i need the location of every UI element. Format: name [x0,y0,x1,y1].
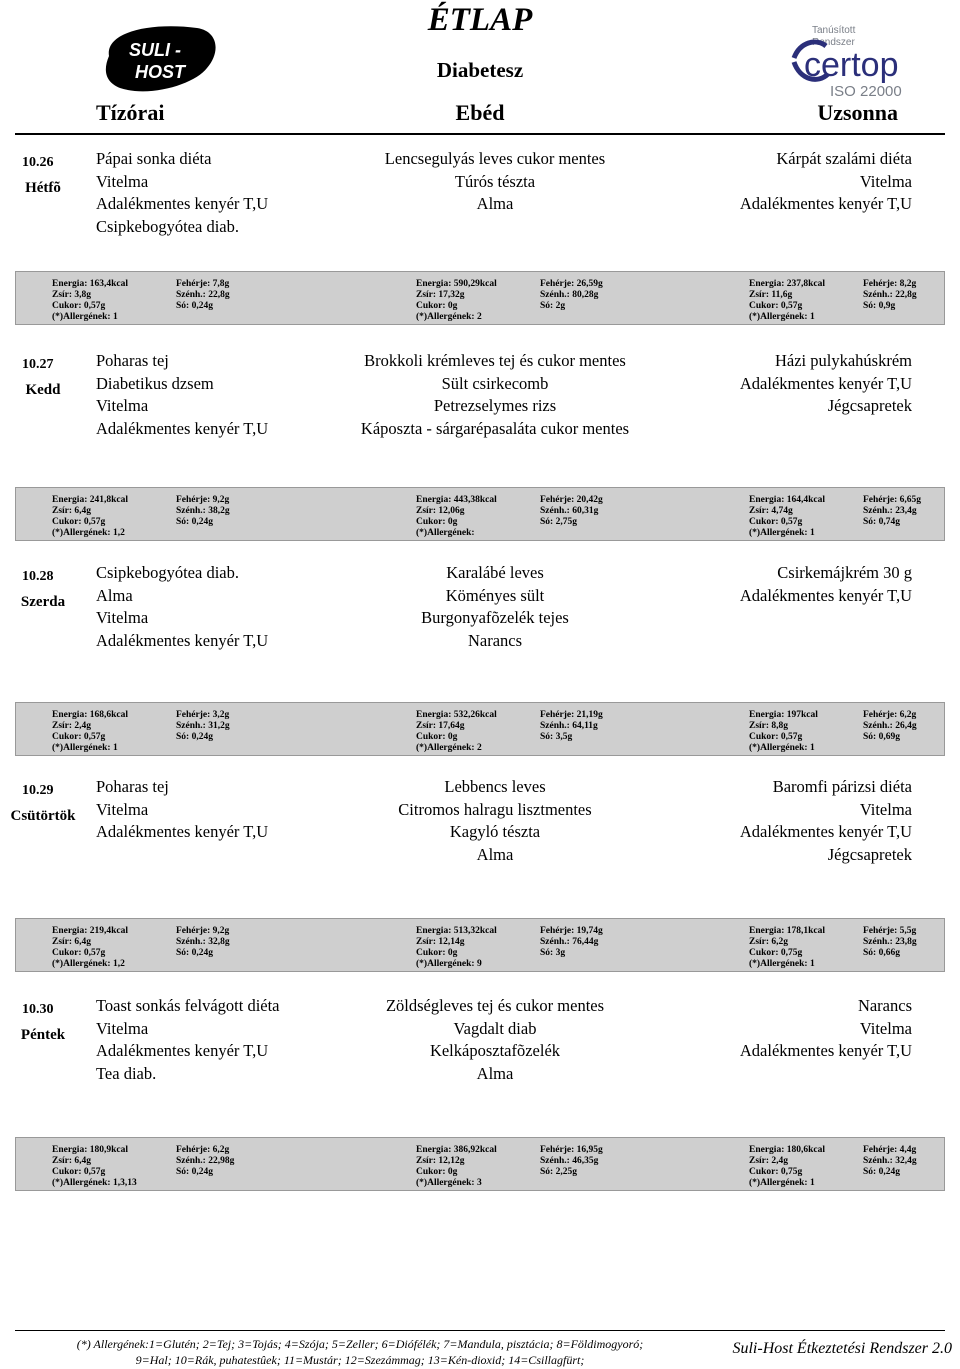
nutrition-values [52,495,128,539]
nutrition-value: Fehérje: 9,2g [176,926,230,936]
menu-item: Alma [96,585,133,605]
menu-item: Káposzta - sárgarépasaláta cukor mentes [360,418,630,438]
day-name: Csütörtök [10,808,76,824]
menu-item: Adalékmentes kenyér T,U [96,630,269,650]
nutrition-value: (*)Allergének: 1 [749,743,815,753]
nutrition-value: Szénh.: 64,11g [540,721,598,731]
nutrition-values [416,279,497,323]
menu-item: Jégcsapretek [827,844,912,864]
nutrition-values [749,495,825,539]
nutrition-value: (*)Allergének: [416,528,475,538]
nutrition-values [416,710,497,754]
nutrition-value: Só: 0,9g [863,301,896,311]
day-date: 10.29 [22,783,54,798]
nutrition-value: Cukor: 0,75g [749,948,803,958]
nutrition-band [15,487,945,541]
nutrition-value: (*)Allergének: 3 [416,1178,482,1188]
menu-item: Diabetikus dzsem [96,373,214,393]
nutrition-values [540,1145,603,1178]
day-date: 10.30 [22,1002,54,1017]
menu-item: Vitelma [96,1018,149,1038]
menu-column-uzsonna [740,562,912,607]
nutrition-value: Szénh.: 76,44g [540,937,599,947]
menu-item: Vitelma [859,799,912,819]
nutrition-value: Só: 0,66g [863,948,900,958]
nutrition-value: Fehérje: 3,2g [176,710,230,720]
nutrition-value: Fehérje: 4,4g [863,1145,917,1155]
nutrition-value: Fehérje: 6,65g [863,495,922,505]
menu-item: Poharas tej [96,777,169,796]
nutrition-value: Zsír: 12,14g [416,937,465,947]
day-name: Péntek [20,1027,66,1043]
nutrition-value: Energia: 180,9kcal [52,1145,128,1155]
nutrition-value: (*)Allergének: 1 [749,959,815,969]
menu-item: Adalékmentes kenyér T,U [96,1041,269,1060]
menu-column-uzsonna [740,776,912,866]
menu-item: Alma [476,194,514,213]
menu-item: Narancs [857,996,912,1015]
menu-item: Lebbencs leves [444,777,546,796]
allergen-legend-line1: (*) Allergének:1=Glutén; 2=Tej; 3=Tojás; 4=Szója; 5=Zeller; 6=Diófélék; 7=Mandula, pisztácia; 8=Földimogyoró; [76,1337,644,1351]
nutrition-value: Cukor: 0,75g [749,1167,803,1177]
menu-column-tizorai [96,148,268,238]
nutrition-value: (*)Allergének: 1 [52,743,118,753]
footer-divider [15,1330,945,1331]
menu-column-uzsonna [740,350,912,418]
nutrition-value: Fehérje: 26,59g [540,279,603,289]
nutrition-value: Só: 3g [540,948,566,958]
nutrition-value: (*)Allergének: 1 [52,312,118,322]
nutrition-value: Cukor: 0,57g [749,301,803,311]
nutrition-value: Cukor: 0g [416,301,458,311]
menu-item: Csirkemájkrém 30 g [777,563,912,582]
logo-line1: SULI - [129,40,181,60]
nutrition-values [540,495,603,528]
menu-item: Túrós tészta [454,171,536,191]
nutrition-value: (*)Allergének: 2 [416,743,482,753]
header-divider [15,133,945,135]
nutrition-band [15,702,945,756]
nutrition-value: Fehérje: 21,19g [540,710,603,720]
nutrition-value: Só: 0,24g [176,948,213,958]
nutrition-values [52,710,128,754]
nutrition-value: Cukor: 0g [416,732,458,742]
nutrition-value: Só: 2,25g [540,1167,577,1177]
menu-item: Adalékmentes kenyér T,U [96,822,269,841]
nutrition-band [15,1137,945,1191]
menu-item: Zöldségleves tej és cukor mentes [385,996,605,1015]
allergen-legend [25,1336,695,1368]
day-name: Hétfõ [25,180,61,196]
nutrition-value: Energia: 219,4kcal [52,926,128,936]
nutrition-value: (*)Allergének: 2 [416,312,482,322]
nutrition-value: Fehérje: 5,5g [863,926,917,936]
nutrition-value: Zsír: 6,4g [52,506,92,516]
nutrition-value: Szénh.: 22,8g [176,290,230,300]
nutrition-value: Energia: 532,26kcal [416,710,497,720]
nutrition-value: Szénh.: 38,2g [176,506,230,516]
day-date: 10.26 [22,155,54,170]
menu-column-tizorai [96,350,268,440]
nutrition-value: Só: 0,24g [176,517,213,527]
nutrition-value: Fehérje: 8,2g [863,279,917,289]
menu-item: Kárpát szalámi diéta [776,149,912,168]
nutrition-value: Szénh.: 22,8g [863,290,917,300]
nutrition-value: Szénh.: 46,35g [540,1156,599,1166]
menu-item: Karalábé leves [446,563,544,582]
nutrition-values [749,926,825,970]
menu-column-uzsonna [740,148,912,216]
menu-item: Alma [476,844,514,864]
nutrition-values [176,495,230,528]
menu-column-tizorai [96,776,268,844]
menu-item: Jégcsapretek [827,396,912,415]
nutrition-value: Energia: 590,29kcal [416,279,497,289]
nutrition-value: Só: 0,74g [863,517,900,527]
nutrition-value: Só: 0,24g [176,732,213,742]
nutrition-values [416,1145,497,1189]
nutrition-value: Cukor: 0,57g [749,732,803,742]
menu-item: Pápai sonka diéta [96,149,212,168]
nutrition-values [416,495,497,539]
nutrition-value: Energia: 164,4kcal [749,495,825,505]
cert-brand: certop [804,46,899,84]
nutrition-value: (*)Allergének: 1 [749,528,815,538]
menu-item: Adalékmentes kenyér T,U [739,373,912,393]
nutrition-value: Fehérje: 20,42g [540,495,603,505]
nutrition-value: Energia: 237,8kcal [749,279,825,289]
nutrition-value: Fehérje: 6,2g [863,710,917,720]
nutrition-band [15,918,945,972]
nutrition-values [749,1145,825,1189]
nutrition-value: Zsír: 12,12g [416,1156,465,1166]
menu-column-ebed [330,350,660,440]
nutrition-value: Szénh.: 31,2g [176,721,230,731]
nutrition-value: Zsír: 17,32g [416,290,465,300]
menu-item: Csipkebogyótea diab. [96,563,239,582]
nutrition-value: Energia: 513,32kcal [416,926,497,936]
menu-column-uzsonna [740,995,912,1063]
nutrition-values [863,1145,917,1178]
nutrition-value: Szénh.: 23,8g [863,937,917,947]
nutrition-value: Szénh.: 60,31g [540,506,599,516]
nutrition-value: (*)Allergének: 1,2 [52,528,125,538]
nutrition-value: (*)Allergének: 9 [416,959,482,969]
menu-item: Poharas tej [96,351,169,370]
nutrition-values [176,710,230,743]
menu-item: Narancs [467,630,523,650]
nutrition-values [52,926,128,970]
menu-item: Brokkoli krémleves tej és cukor mentes [364,351,626,370]
menu-item: Adalékmentes kenyér T,U [739,1041,912,1060]
nutrition-value: Energia: 241,8kcal [52,495,128,505]
menu-item: Kelkáposztafõzelék [429,1041,561,1060]
menu-column-tizorai [96,562,268,652]
menu-item: Adalékmentes kenyér T,U [739,822,912,841]
cert-line2: Rendszer [812,37,855,48]
cert-iso: ISO 22000 [830,83,902,100]
nutrition-value: Só: 0,24g [176,1167,213,1177]
nutrition-values [540,710,603,743]
nutrition-value: Cukor: 0,57g [749,517,803,527]
menu-item: Vitelma [96,396,149,415]
menu-item: Alma [476,1063,514,1083]
cert-line1: Tanúsított [812,25,856,36]
nutrition-value: Energia: 443,38kcal [416,495,497,505]
nutrition-value: Cukor: 0g [416,948,458,958]
nutrition-value: Fehérje: 16,95g [540,1145,603,1155]
system-name: Suli-Host Étkeztetési Rendszer 2.0 [732,1340,952,1357]
menu-item: Vagdalt diab [453,1018,537,1038]
menu-item: Vitelma [859,1018,912,1038]
nutrition-value: Zsír: 11,6g [749,290,793,300]
menu-column-ebed [330,776,660,866]
nutrition-value: Szénh.: 80,28g [540,290,599,300]
menu-item: Adalékmentes kenyér T,U [739,585,912,605]
menu-item: Házi pulykahúskrém [774,351,912,370]
nutrition-values [863,710,917,743]
nutrition-value: Szénh.: 23,4g [863,506,917,516]
page-title: ÉTLAP [427,2,533,38]
nutrition-value: Zsír: 17,64g [416,721,465,731]
allergen-legend-line2: 9=Hal; 10=Rák, puhatestûek; 11=Mustár; 12=Szezámmag; 13=Kén-dioxid; 14=Csillagfürt; [135,1353,585,1367]
nutrition-values [540,926,603,959]
column-header-uzsonna: Uzsonna [817,100,898,125]
day-date: 10.28 [22,569,54,584]
menu-column-ebed [330,562,660,652]
menu-item: Vitelma [96,171,149,191]
nutrition-values [416,926,497,970]
menu-item: Lencsegulyás leves cukor mentes [384,149,606,168]
nutrition-value: Zsír: 6,4g [52,937,92,947]
menu-column-tizorai [96,995,280,1085]
nutrition-value: Energia: 178,1kcal [749,926,825,936]
menu-column-ebed [330,148,660,216]
nutrition-value: (*)Allergének: 1,3,13 [52,1178,137,1188]
nutrition-value: Cukor: 0,57g [52,948,106,958]
menu-item: Adalékmentes kenyér T,U [96,194,269,213]
nutrition-value: Fehérje: 19,74g [540,926,603,936]
nutrition-value: Energia: 197kcal [749,710,818,720]
menu-item: Citromos halragu lisztmentes [398,799,592,819]
nutrition-values [863,495,921,528]
nutrition-value: Szénh.: 32,4g [863,1156,917,1166]
menu-item: Köményes sült [445,585,545,605]
nutrition-values [749,279,825,323]
menu-item: Adalékmentes kenyér T,U [739,194,912,213]
nutrition-value: Cukor: 0g [416,1167,458,1177]
nutrition-value: (*)Allergének: 1 [749,1178,815,1188]
nutrition-values [863,279,917,312]
nutrition-value: (*)Allergének: 1,2 [52,959,125,969]
nutrition-value: Cukor: 0,57g [52,732,106,742]
nutrition-value: Zsír: 2,4g [52,721,92,731]
nutrition-value: Zsír: 6,4g [52,1156,92,1166]
nutrition-value: Fehérje: 6,2g [176,1145,230,1155]
menu-item: Baromfi párizsi diéta [772,777,912,796]
nutrition-values [52,1145,137,1189]
nutrition-values [863,926,917,959]
menu-item: Vitelma [96,608,149,627]
nutrition-value: Energia: 163,4kcal [52,279,128,289]
nutrition-value: (*)Allergének: 1 [749,312,815,322]
nutrition-values [176,279,230,312]
nutrition-value: Energia: 168,6kcal [52,710,128,720]
nutrition-value: Energia: 386,92kcal [416,1145,497,1155]
day-date: 10.27 [22,357,54,372]
menu-item: Petrezselymes rizs [433,396,557,415]
nutrition-value: Zsír: 12,06g [416,506,465,516]
menu-column-ebed [330,995,660,1085]
nutrition-values [52,279,128,323]
menu-item: Tea diab. [96,1063,157,1083]
column-header-ebed: Ebéd [455,100,505,125]
nutrition-value: Energia: 180,6kcal [749,1145,825,1155]
nutrition-value: Zsír: 6,2g [749,937,789,947]
menu-item: Sült csirkecomb [441,373,549,393]
menu-item: Csipkebogyótea diab. [96,216,239,236]
day-name: Kedd [25,382,61,398]
nutrition-value: Zsír: 8,8g [749,721,789,731]
nutrition-value: Só: 3,5g [540,732,573,742]
nutrition-value: Fehérje: 7,8g [176,279,230,289]
menu-item: Burgonyafõzelék tejes [421,608,569,627]
nutrition-values [176,1145,234,1178]
nutrition-value: Zsír: 3,8g [52,290,92,300]
column-header-tizorai: Tízórai [96,100,165,125]
page-subtitle: Diabetesz [436,58,524,82]
nutrition-value: Cukor: 0,57g [52,301,106,311]
nutrition-value: Zsír: 4,74g [749,506,793,516]
nutrition-value: Só: 0,24g [176,301,213,311]
nutrition-value: Cukor: 0g [416,517,458,527]
menu-item: Vitelma [859,171,912,191]
nutrition-value: Só: 2,75g [540,517,577,527]
nutrition-value: Fehérje: 9,2g [176,495,230,505]
nutrition-value: Cukor: 0,57g [52,1167,106,1177]
menu-item: Toast sonkás felvágott diéta [96,996,280,1015]
day-name: Szerda [20,594,66,610]
menu-item: Vitelma [96,799,149,819]
nutrition-value: Szénh.: 26,4g [863,721,917,731]
nutrition-values [540,279,603,312]
nutrition-value: Szénh.: 22,98g [176,1156,235,1166]
logo-line2: HOST [135,62,186,82]
nutrition-value: Só: 0,69g [863,732,900,742]
nutrition-values [749,710,818,754]
nutrition-value: Szénh.: 32,8g [176,937,230,947]
nutrition-value: Zsír: 2,4g [749,1156,789,1166]
nutrition-value: Cukor: 0,57g [52,517,106,527]
menu-item: Adalékmentes kenyér T,U [96,418,269,438]
nutrition-value: Só: 0,24g [863,1167,900,1177]
nutrition-values [176,926,230,959]
nutrition-band [15,271,945,325]
nutrition-value: Só: 2g [540,301,566,311]
menu-item: Kagyló tészta [449,822,541,841]
